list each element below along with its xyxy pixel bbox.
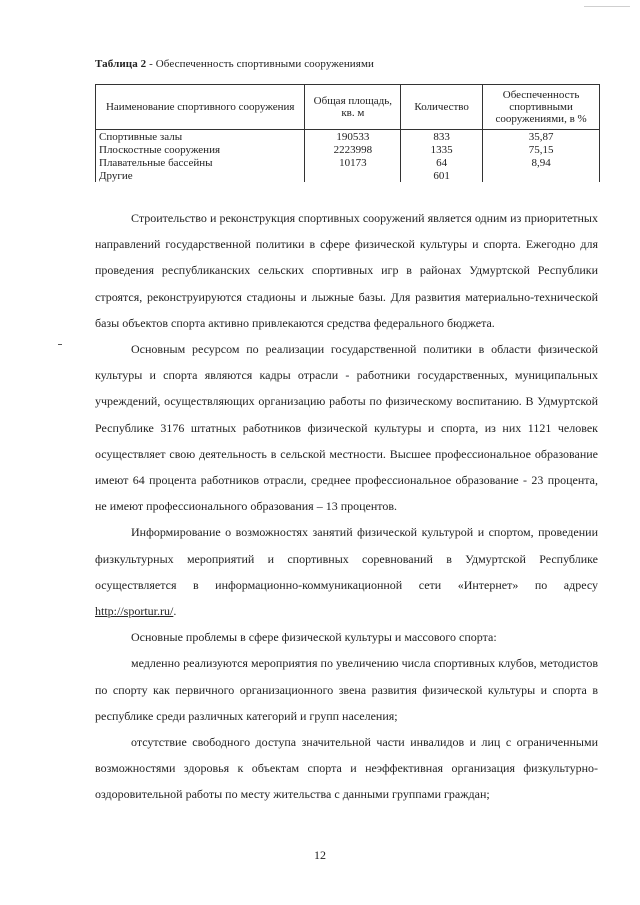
cell-facility-name: Плоскостные сооружения [96, 143, 305, 156]
table-row [96, 143, 600, 156]
paragraph-personnel: Основным ресурсом по реализации государственной политики в области физической культуры и спорта являются кадры отрасли - работники государственных, муниципальных учреждений, осуществляющих организацию работы по физическому воспитанию. В Удмуртской Республике 3176 штатных работников физической культуры и спорта, из них 1121 человек осуществляет свою деятельность в сельской местности. Высшее профессиональное образование имеют 64 процента работников отрасли, среднее профессиональное образование - 23 процента, не имеют профессионального образования – 13 процентов. [95, 342, 598, 514]
body-text [95, 205, 598, 808]
paragraph-construction: Строительство и реконструкция спортивных сооружений является одним из приоритетных направлений государственной политики в сфере физической культуры и спорта. Ежегодно для проведения республиканских сельских спортивных игр в районах Удмуртской Республики строятся, реконструируются стадионы и лыжные базы. Для развития материально-технической базы объектов спорта активно привлекаются средства федерального бюджета. [95, 211, 598, 330]
cell-count: 833 [401, 130, 483, 144]
cell-facility-name: Другие [96, 169, 305, 182]
table-caption-label: Таблица 2 [95, 58, 147, 70]
cell-count: 601 [401, 169, 483, 182]
table-header-row [96, 85, 600, 130]
table-row [96, 130, 600, 144]
paragraph-informing [95, 519, 598, 624]
page-number: 12 [314, 848, 326, 862]
facilities-table [95, 84, 600, 182]
margin-mark [58, 344, 62, 345]
cell-facility-name: Спортивные залы [96, 130, 305, 144]
paragraph-problems-heading: Основные проблемы в сфере физической культуры и массового спорта: [131, 630, 497, 645]
cell-percent: 75,15 [483, 143, 600, 156]
cell-area: 190533 [305, 130, 401, 144]
sportur-link[interactable]: http://sportur.ru/ [95, 604, 174, 619]
header-count: Количество [401, 85, 483, 130]
cell-percent: 8,94 [483, 156, 600, 169]
paragraph-problem-access: отсутствие свободного доступа значительной части инвалидов и лиц с ограниченными возможностями здоровья к объектам спорта и неэффективная организация физкультурно-оздоровительной работы по месту жительства с данными группами граждан; [95, 735, 598, 802]
table-caption-text: - Обеспеченность спортивными сооружениями [146, 58, 375, 70]
cell-count: 1335 [401, 143, 483, 156]
link-suffix: . [173, 604, 177, 619]
header-total-area: Общая площадь, кв. м [305, 85, 401, 130]
header-facility-name: Наименование спортивного сооружения [96, 85, 305, 130]
paragraph-problem-clubs: медленно реализуются мероприятия по увеличению числа спортивных клубов, методистов по спорту как первичного организационного звена развития физической культуры и спорта в республике среди различных категорий и групп населения; [95, 656, 598, 723]
table-caption [95, 58, 374, 70]
cell-area [305, 169, 401, 182]
top-edge-rule [584, 6, 630, 7]
table-row [96, 169, 600, 182]
cell-percent [483, 169, 600, 182]
header-provision-percent: Обеспеченность спортивными сооружениями, в % [483, 85, 600, 130]
cell-percent: 35,87 [483, 130, 600, 144]
table-row [96, 156, 600, 169]
cell-area: 10173 [305, 156, 401, 169]
cell-count: 64 [401, 156, 483, 169]
cell-area: 2223998 [305, 143, 401, 156]
cell-facility-name: Плавательные бассейны [96, 156, 305, 169]
paragraph-informing-text: Информирование о возможностях занятий физической культурой и спортом, проведении физкультурных мероприятий и спортивных соревнований в Удмуртской Республике осуществляется в информационно-коммуникационной сети «Интернет» по адресу [95, 525, 598, 592]
